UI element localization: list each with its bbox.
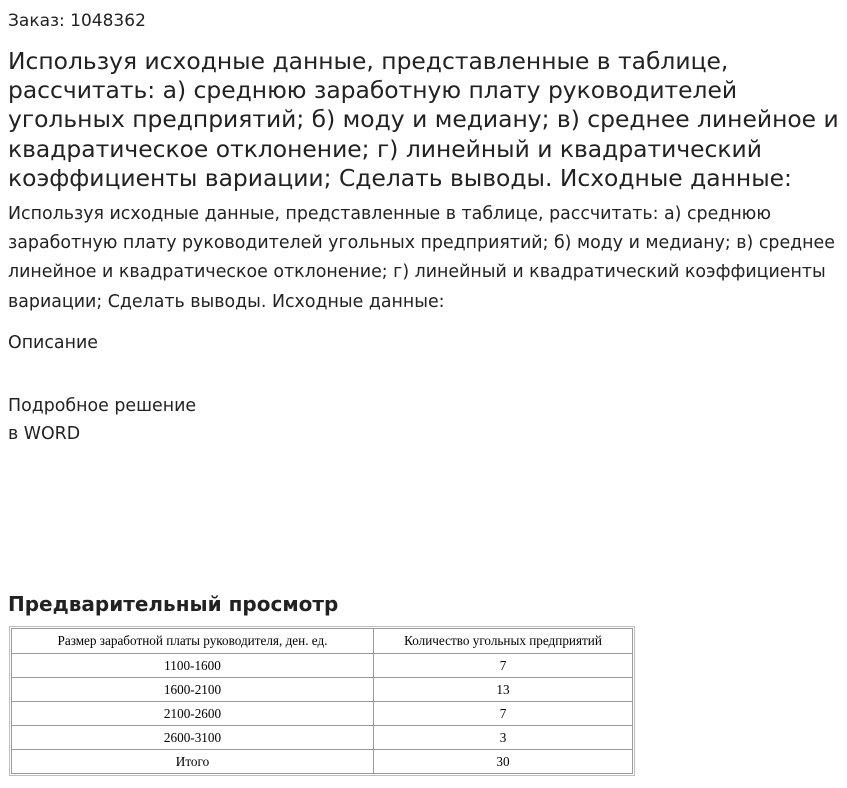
task-title: Используя исходные данные, представленные в таблице, рассчитать: а) среднюю заработную плату руководителей угольных предприятий; б) моду и медиану; в) среднее линейное и квадратическое отклонение; г) линейный и квадратический коэффициенты вариации; Сделать выводы. Исходные данные: [8, 47, 839, 192]
table-row [12, 702, 633, 726]
solution-note [8, 392, 196, 448]
solution-note-line-1: Подробное решение [8, 396, 197, 416]
solution-note-line-2: в WORD [8, 424, 81, 444]
description-section-label: Описание [8, 333, 98, 353]
table-cell: 2600-3100 [12, 726, 374, 750]
preview-heading: Предварительный просмотр [8, 592, 339, 616]
order-id: Заказ: 1048362 [8, 11, 146, 31]
table-header-cell: Размер заработной платы руководителя, ден. ед. [12, 629, 374, 654]
table-cell: 1600-2100 [12, 678, 374, 702]
table-row [12, 726, 633, 750]
table-total-row [12, 750, 633, 774]
task-description: Используя исходные данные, представленные в таблице, рассчитать: а) среднюю заработную плату руководителей угольных предприятий; б) моду и медиану; в) среднее линейное и квадратическое отклонение; г) линейный и квадратический коэффициенты вариации; Сделать выводы. Исходные данные: [8, 204, 835, 312]
table-cell: 13 [374, 678, 633, 702]
table-row [12, 654, 633, 678]
table-row [12, 678, 633, 702]
table-header-row [12, 629, 633, 654]
table-cell: 2100-2600 [12, 702, 374, 726]
table-cell: 1100-1600 [12, 654, 374, 678]
preview-table [11, 628, 633, 774]
table-cell: 30 [374, 750, 633, 774]
table-cell: 3 [374, 726, 633, 750]
table-cell: 7 [374, 654, 633, 678]
table-cell: 7 [374, 702, 633, 726]
table-header-cell: Количество угольных предприятий [374, 629, 633, 654]
preview-image [9, 626, 635, 776]
table-cell: Итого [12, 750, 374, 774]
